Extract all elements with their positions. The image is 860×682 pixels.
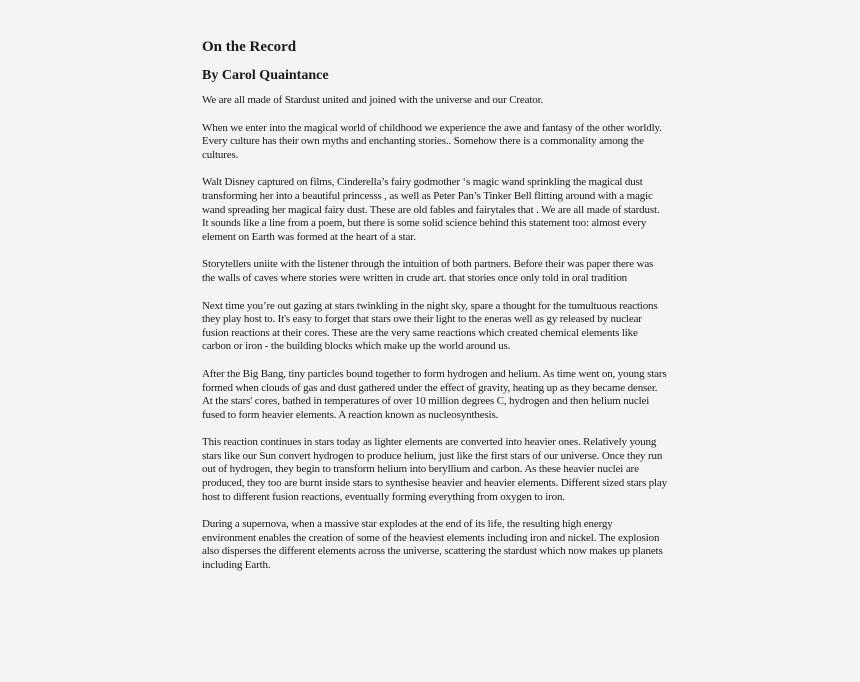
document-body [202,36,668,573]
paragraph-8: During a supernova, when a massive star explodes at the end of its life, the resulting high energy environment enables the creation of some of the heaviest elements including iron and nickel. The explosion also disperses the different elements across the universe, scattering the stardust which now makes up planets including Earth. [202,518,663,572]
paragraph-4: Storytellers uniite with the listener through the intuition of both partners. Before their was paper there was the walls of caves where stories were written in crude art. that stories once only told in oral tradition [202,258,654,284]
paragraph-2: When we enter into the magical world of childhood we experience the awe and fantasy of the other worldly. Every culture has their own myths and enchanting stories.. Somehow there is a commonality among the cultures. [202,121,662,161]
paragraph-7: This reaction continues in stars today as lighter elements are converted into heavier ones. Relatively young stars like our Sun convert hydrogen to produce helium, just like the first stars of our universe. Once they run out of hydrogen, they begin to transform helium into beryllium and carbon. As these heavier nuclei are produced, they too are burnt inside stars to synthesise heavier and heavier elements. Different sized stars play host to different fusion reactions, eventually forming everything from oxygen to iron. [202,436,668,503]
page-title: On the Record [202,39,297,55]
byline: By Carol Quaintance [202,68,329,83]
paragraph-3: Walt Disney captured on films, Cinderella’s fairy godmother ‘s magic wand sprinkling the magical dust transforming her into a beautiful princesss , as well as Peter Pan’s Tinker Bell flitting around with a magic wand spreading her magical fairy dust. These are old fables and fairytales that . We are all made of stardust. It sounds like a line from a poem, but there is some solid science behind this statement too: almost every element on Earth was formed at the heart of a star. [202,176,660,243]
paragraph-5: Next time you’re out gazing at stars twinkling in the night sky, spare a thought for the tumultuous reactions they play host to. It's easy to forget that stars owe their light to the eneras well as gy released by nuclear fusion reactions at their cores. These are the very same reactions which created chemical elements like carbon or iron - the building blocks which make up the world around us. [202,299,658,353]
paragraph-1: We are all made of Stardust united and joined with the universe and our Creator. [202,94,544,106]
paragraph-6: After the Big Bang, tiny particles bound together to form hydrogen and helium. As time went on, young stars formed when clouds of gas and dust gathered under the effect of gravity, heating up as they became denser. At the stars' cores, bathed in temperatures of over 10 million degrees C, hydrogen and then helium nuclei fused to form heavier elements. A reaction known as nucleosynthesis. [202,367,667,421]
